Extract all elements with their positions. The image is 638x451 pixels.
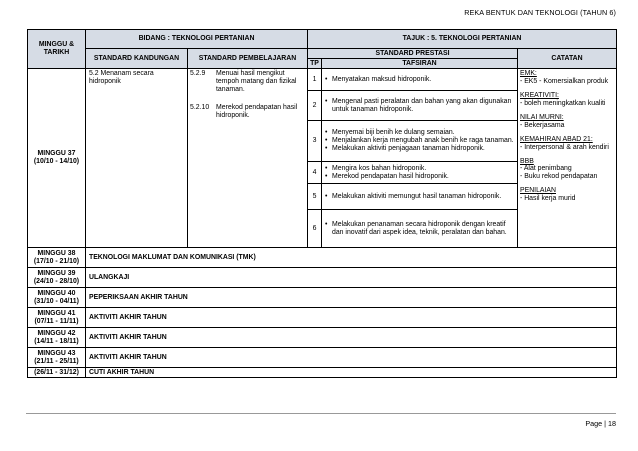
tafsiran-item: • Melakukan penanaman secara hidroponik dengan kreatif dan inovatif dari aspek idea, teknik, peralatan dan bahan.	[325, 221, 514, 237]
week-label: MINGGU 41	[37, 309, 76, 317]
week-date: (26/11 - 31/12)	[34, 368, 79, 376]
tp-level: 5	[308, 184, 322, 210]
week-activity: ULANGKAJI	[86, 268, 617, 288]
bbb-value-1: - Alat penimbang	[520, 165, 572, 173]
kreativiti-value: - boleh meningkatkan kualiti	[520, 99, 606, 107]
week-cell	[28, 248, 86, 268]
week-activity: AKTIVITI AKHIR TAHUN	[86, 328, 617, 348]
footer-divider	[26, 413, 616, 414]
week-cell	[28, 308, 86, 328]
rpt-table	[27, 29, 617, 378]
tafsiran-cell	[322, 121, 518, 162]
kreativiti-heading: KREATIVITI:	[520, 91, 559, 99]
header-standard-pembelajaran: STANDARD PEMBELAJARAN	[188, 49, 308, 69]
header-standard-kandungan: STANDARD KANDUNGAN	[86, 49, 188, 69]
tafsiran-item: • Merekod pendapatan hasil hidroponik.	[325, 173, 514, 181]
header-catatan: CATATAN	[518, 49, 617, 69]
tp-level: 2	[308, 91, 322, 121]
header-standard-prestasi: STANDARD PRESTASI	[308, 49, 518, 59]
bbb-heading: BBB	[520, 157, 534, 165]
week-date: (14/11 - 18/11)	[34, 337, 79, 345]
header-minggu: MINGGU & TARIKH	[28, 30, 86, 69]
week-activity: PEPERIKSAAN AKHIR TAHUN	[86, 288, 617, 308]
header-tafsiran: TAFSIRAN	[322, 59, 518, 69]
tafsiran-item: • Menyemai biji benih ke dulang semaian.	[325, 129, 514, 137]
week-cell	[28, 268, 86, 288]
catatan-cell	[518, 69, 617, 248]
tafsiran-item: • Mengenal pasti peralatan dan bahan yang akan digunakan untuk tanaman hidroponik.	[325, 98, 514, 114]
week-label: MINGGU 39	[37, 269, 76, 277]
tafsiran-item: • Menyatakan maksud hidroponik.	[325, 76, 514, 84]
week-label: MINGGU 37	[37, 150, 76, 158]
week-cell	[28, 348, 86, 368]
week-activity: AKTIVITI AKHIR TAHUN	[86, 308, 617, 328]
week-label: MINGGU 38	[37, 249, 76, 257]
standard-kandungan-cell	[86, 69, 188, 248]
sp-text: Menuai hasil mengikut tempoh matang dan fizikal tanaman.	[216, 70, 297, 93]
tafsiran-cell	[322, 69, 518, 91]
week-cell	[28, 328, 86, 348]
tp-level: 4	[308, 162, 322, 184]
tafsiran-item: • Menjalankan kerja mengubah anak benih ke raga tanaman.	[325, 137, 514, 145]
tafsiran-cell	[322, 184, 518, 210]
sp-item	[188, 69, 307, 95]
tafsiran-item: • Melakukan aktiviti penjagaan tanaman hidroponik.	[325, 145, 514, 153]
week-37-cell	[28, 69, 86, 248]
tafsiran-cell	[322, 210, 518, 248]
week-date: (17/10 - 21/10)	[33, 257, 80, 265]
tp-level: 6	[308, 210, 322, 248]
tp-level: 1	[308, 69, 322, 91]
tafsiran-item: • Melakukan aktiviti memungut hasil tanaman hidroponik.	[325, 193, 514, 201]
tafsiran-item: • Mengira kos bahan hidroponik.	[325, 165, 514, 173]
week-date: (31/10 - 04/11)	[34, 297, 79, 305]
abad21-value: - Interpersonal & arah kendiri	[520, 143, 609, 151]
tp-level: 3	[308, 121, 322, 162]
tafsiran-cell	[322, 91, 518, 121]
penilaian-heading: PENILAIAN	[520, 187, 556, 195]
week-cell	[28, 368, 86, 378]
week-date: (24/10 - 28/10)	[33, 277, 80, 285]
week-cell	[28, 288, 86, 308]
abad21-heading: KEMAHIRAN ABAD 21:	[520, 135, 593, 143]
sp-text: Merekod pendapatan hasil hidroponik.	[216, 103, 298, 119]
week-date: (21/11 - 25/11)	[34, 357, 79, 365]
emk-heading: EMK:	[520, 70, 537, 77]
header-tajuk: TAJUK : 5. TEKNOLOGI PERTANIAN	[308, 30, 617, 49]
header-bidang: BIDANG : TEKNOLOGI PERTANIAN	[86, 30, 308, 49]
nilai-murni-heading: NILAI MURNI:	[520, 113, 564, 121]
standard-pembelajaran-cell	[188, 69, 308, 248]
week-label: MINGGU 42	[37, 329, 76, 337]
tafsiran-cell	[322, 162, 518, 184]
penilaian-value: - Hasil kerja murid	[520, 195, 576, 203]
header-tp: TP	[308, 59, 322, 69]
sp-code: 5.2.9	[190, 70, 206, 77]
sp-item	[188, 103, 307, 121]
page-number: Page | 18	[585, 419, 616, 428]
week-date: (10/10 - 14/10)	[33, 158, 80, 165]
week-label: MINGGU 43	[37, 349, 76, 357]
week-label: MINGGU 40	[37, 289, 76, 297]
nilai-murni-value: - Bekerjasama	[520, 121, 565, 129]
week-activity: AKTIVITI AKHIR TAHUN	[86, 348, 617, 368]
page-header: REKA BENTUK DAN TEKNOLOGI (TAHUN 6)	[464, 8, 616, 17]
emk-value: - EK5 - Komersialkan produk	[520, 77, 609, 85]
bbb-value-2: - Buku rekod pendapatan	[520, 173, 598, 181]
sp-code: 5.2.10	[190, 103, 210, 111]
week-activity: TEKNOLOGI MAKLUMAT DAN KOMUNIKASI (TMK)	[86, 248, 617, 268]
week-date: (07/11 - 11/11)	[34, 317, 79, 325]
week-activity: CUTI AKHIR TAHUN	[86, 368, 617, 378]
standard-kandungan-text: 5.2 Menanam secara hidroponik	[89, 70, 154, 85]
